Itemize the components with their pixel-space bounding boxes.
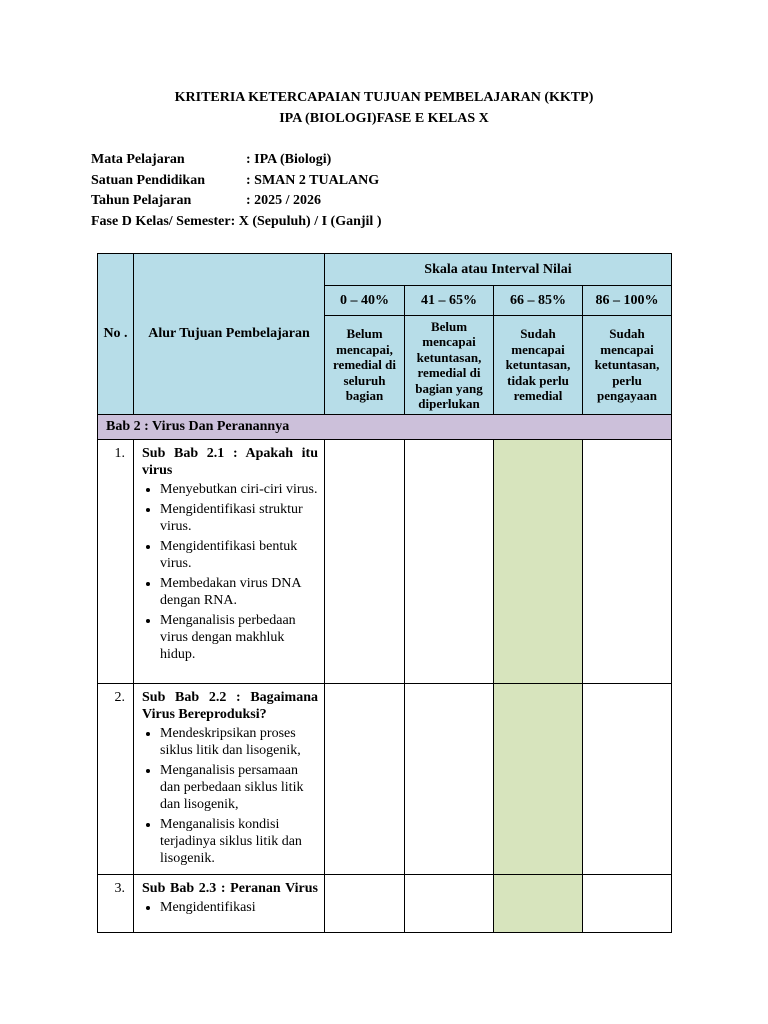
header-no: No . [98,254,134,415]
meta-label: Satuan Pendidikan [91,172,205,188]
list-item: • Menganalisis kondisi terjadinya siklus litik dan lisogenik. [160,816,318,867]
kktp-table [97,253,672,933]
row-content [134,875,325,933]
list-item: • Membedakan virus DNA dengan RNA. [160,575,318,609]
meta-label: Mata Pelajaran [91,152,185,167]
score-cell[interactable] [494,684,583,875]
meta-row-satuan-pendidikan [91,171,381,192]
sub-bab-title: Sub Bab 2.1 : Apakah itu virus [142,446,318,478]
score-cell[interactable] [325,684,405,875]
score-cell[interactable] [325,875,405,933]
score-cell[interactable] [405,875,494,933]
list-item: • Mengidentifikasi [160,899,318,916]
meta-row-tahun-pelajaran [91,191,381,212]
score-cell[interactable] [583,440,672,684]
header-range-66-85: 66 – 85% [494,286,583,316]
meta-value: : IPA (Biologi) [246,152,332,167]
score-cell[interactable] [583,875,672,933]
header-range-0-40: 0 – 40% [325,286,405,316]
sub-bab-title: Sub Bab 2.2 : Bagaimana Virus Bereproduksi? [142,690,318,722]
list-item: • Mengidentifikasi bentuk virus. [160,538,318,572]
score-cell[interactable] [494,440,583,684]
table-row [98,684,672,875]
meta-row-mata-pelajaran [91,150,381,171]
header-desc-sudah-pengayaan: Sudah mencapai ketuntasan, perlu pengayaan [583,316,672,415]
list-item: • Menyebutkan ciri-ciri virus. [160,481,318,498]
score-cell[interactable] [494,875,583,933]
score-cell[interactable] [405,440,494,684]
objective-list [142,481,318,663]
objective-list [142,899,318,916]
document-subtitle: IPA (BIOLOGI)FASE E KELAS X [279,111,489,126]
score-cell[interactable] [583,684,672,875]
meta-value: : SMAN 2 TUALANG [246,172,380,188]
score-cell[interactable] [405,684,494,875]
document-meta [91,150,381,232]
header-scale: Skala atau Interval Nilai [325,254,672,286]
list-item: • Menganalisis persamaan dan perbedaan siklus litik dan lisogenik, [160,762,318,813]
row-number: 3. [98,875,134,933]
header-alur-tujuan: Alur Tujuan Pembelajaran [134,254,325,415]
header-range-41-65: 41 – 65% [405,286,494,316]
table-row [98,875,672,933]
row-number: 2. [98,684,134,875]
meta-row-fase: Fase D Kelas/ Semester: X (Sepuluh) / I (Ganjil ) [91,213,382,229]
list-item: • Mendeskripsikan proses siklus litik dan lisogenik, [160,725,318,759]
table-row [98,440,672,684]
list-item: • Menganalisis perbedaan virus dengan makhluk hidup. [160,612,318,663]
header-desc-belum-ketuntasan: Belum mencapai ketuntasan, remedial di bagian yang diperlukan [405,316,494,415]
row-number: 1. [98,440,134,684]
list-item: • Mengidentifikasi struktur virus. [160,501,318,535]
sub-bab-title: Sub Bab 2.3 : Peranan Virus [142,881,318,896]
document-title: KRITERIA KETERCAPAIAN TUJUAN PEMBELAJARAN (KKTP) [174,90,594,105]
row-content [134,684,325,875]
header-range-86-100: 86 – 100% [583,286,672,316]
header-desc-belum-mencapai: Belum mencapai, remedial di seluruh bagian [325,316,405,415]
row-content [134,440,325,684]
score-cell[interactable] [325,440,405,684]
meta-label: Tahun Pelajaran [91,193,192,208]
objective-list [142,725,318,867]
bab-heading: Bab 2 : Virus Dan Peranannya [98,415,672,440]
header-desc-sudah-tidak-remedial: Sudah mencapai ketuntasan, tidak perlu remedial [494,316,583,415]
meta-value: : 2025 / 2026 [246,193,322,208]
